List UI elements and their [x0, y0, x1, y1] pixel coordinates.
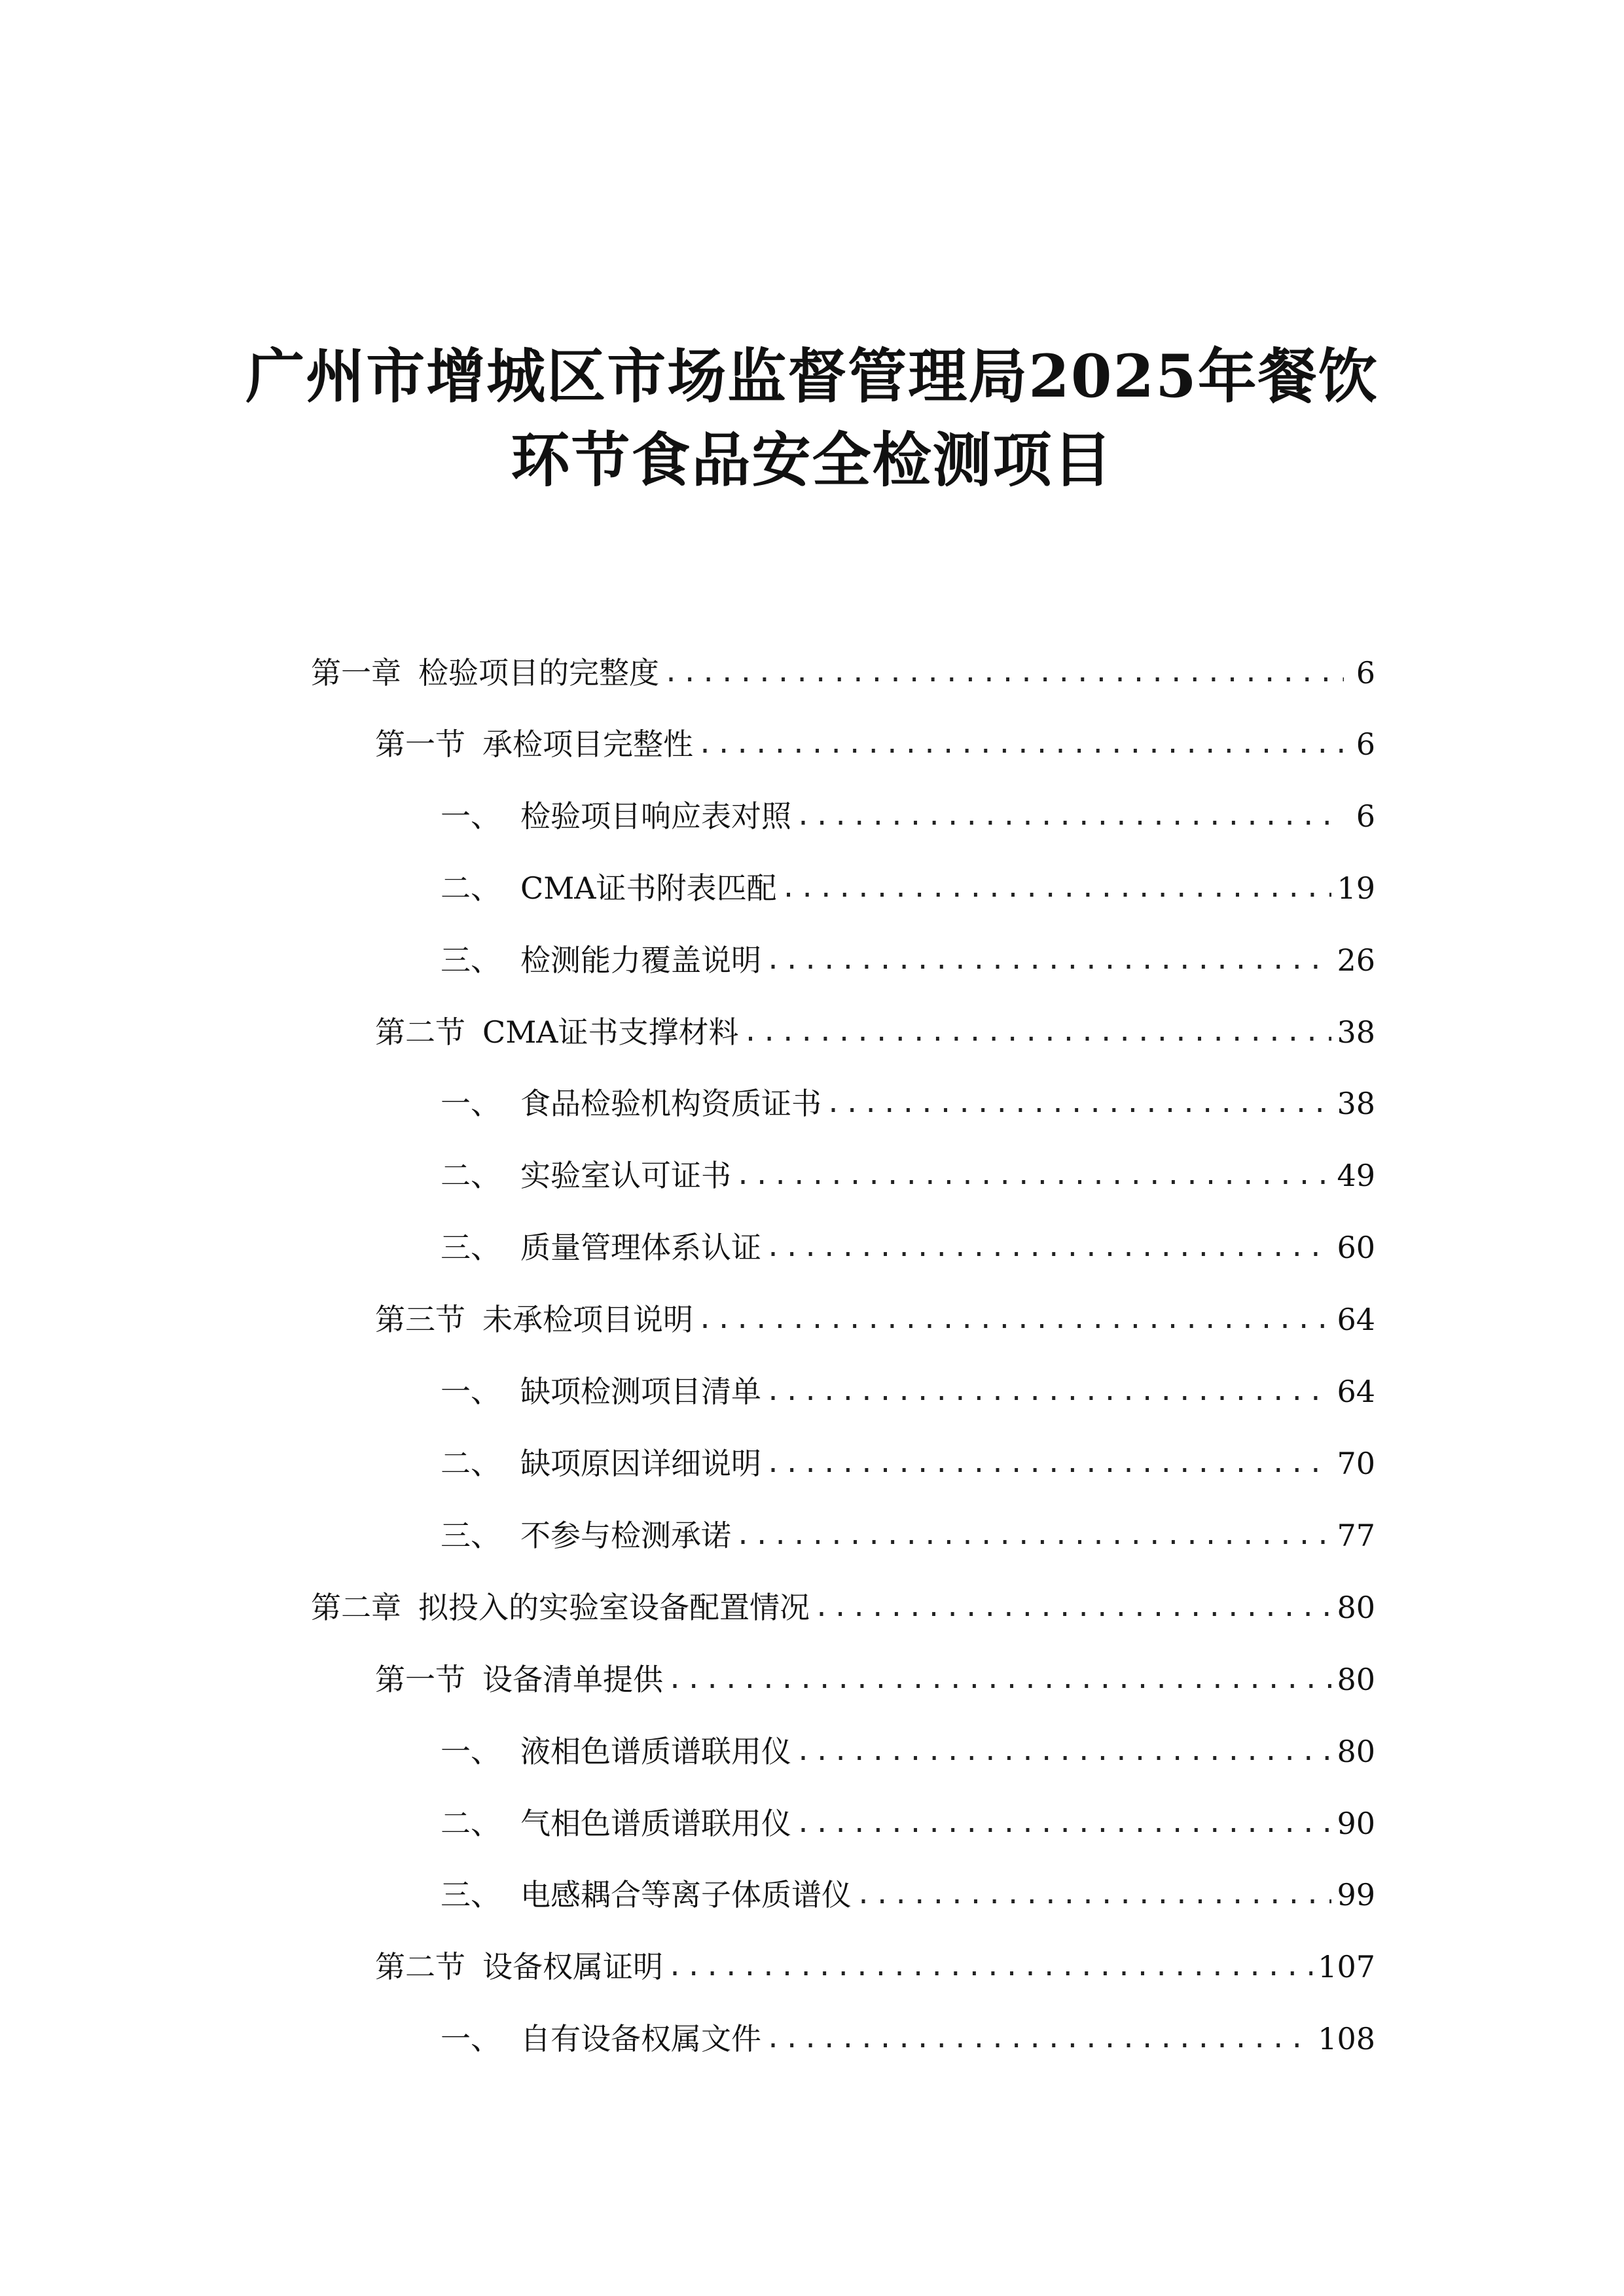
toc-entry-title: 缺项检测项目清单: [520, 1374, 761, 1409]
toc-entry-title: 拟投入的实验室设备配置情况: [418, 1590, 810, 1625]
toc-entry-title: CMA证书附表匹配: [520, 870, 777, 906]
toc-entry-title: 电感耦合等离子体质谱仪: [520, 1877, 852, 1912]
toc-entry-title: 检验项目响应表对照: [520, 798, 791, 834]
toc-entry-page-number: 80: [1337, 1734, 1375, 1769]
toc-entry-number: 一、: [441, 798, 501, 834]
toc-dot-leader: [856, 1872, 1331, 1918]
toc-entry-chapter[interactable]: [311, 650, 1375, 696]
toc-entry-section[interactable]: [375, 1944, 1375, 1990]
toc-entry-chapter[interactable]: [311, 1585, 1375, 1630]
toc-dot-leader: [735, 1513, 1331, 1558]
toc-dot-leader: [765, 1225, 1331, 1270]
toc-entry-number: 第二章: [311, 1590, 401, 1625]
toc-entry-page-number: 70: [1337, 1446, 1375, 1481]
toc-entry-page-number: 64: [1337, 1374, 1375, 1409]
toc-entry-title: 液相色谱质谱联用仪: [520, 1734, 791, 1769]
toc-entry-subsection[interactable]: [441, 1081, 1375, 1126]
toc-dot-leader: [743, 1009, 1332, 1055]
toc-entry-number: 一、: [441, 1374, 501, 1409]
toc-entry-title: 设备清单提供: [482, 1662, 663, 1697]
toc-entry-number: 第一节: [375, 1662, 465, 1697]
toc-entry-number: 二、: [441, 1806, 501, 1841]
toc-entry-page-number: 107: [1318, 1949, 1375, 1984]
toc-entry-page-number: 26: [1337, 942, 1375, 978]
toc-entry-page-number: 64: [1337, 1302, 1375, 1337]
toc-entry-number: 一、: [441, 2021, 501, 2056]
toc-dot-leader: [825, 1081, 1331, 1126]
toc-entry-subsection[interactable]: [441, 1441, 1375, 1486]
toc-entry-page-number: 49: [1337, 1158, 1375, 1193]
toc-entry-number: 三、: [441, 1877, 501, 1912]
toc-dot-leader: [667, 1944, 1312, 1990]
toc-entry-page-number: 90: [1337, 1806, 1375, 1841]
toc-entry-subsection[interactable]: [441, 937, 1375, 983]
toc-dot-leader: [765, 1369, 1331, 1414]
toc-entry-subsection[interactable]: [441, 1513, 1375, 1558]
toc-entry-number: 三、: [441, 1518, 501, 1553]
toc-entry-title: 质量管理体系认证: [520, 1230, 761, 1265]
toc-entry-section[interactable]: [375, 1009, 1375, 1055]
toc-entry-number: 二、: [441, 870, 501, 906]
toc-entry-title: 食品检验机构资质证书: [520, 1086, 821, 1121]
toc-dot-leader: [663, 650, 1344, 696]
toc-entry-subsection[interactable]: [441, 1153, 1375, 1198]
toc-entry-number: 二、: [441, 1158, 501, 1193]
toc-entry-number: 第二节: [375, 1014, 465, 1050]
toc-entry-number: 一、: [441, 1734, 501, 1769]
toc-entry-page-number: 38: [1337, 1014, 1375, 1050]
toc-entry-subsection[interactable]: [441, 1729, 1375, 1774]
toc-entry-page-number: 108: [1318, 2021, 1375, 2056]
toc-entry-page-number: 19: [1337, 870, 1375, 906]
toc-entry-subsection[interactable]: [441, 2016, 1375, 2062]
document-title-line-1: 广州市增城区市场监督管理局2025年餐饮: [245, 342, 1379, 411]
toc-entry-subsection[interactable]: [441, 1369, 1375, 1414]
toc-entry-number: 三、: [441, 1230, 501, 1265]
toc-entry-page-number: 77: [1337, 1518, 1375, 1553]
toc-dot-leader: [814, 1585, 1331, 1630]
toc-entry-subsection[interactable]: [441, 793, 1375, 839]
toc-entry-subsection[interactable]: [441, 1801, 1375, 1846]
toc-dot-leader: [667, 1657, 1331, 1702]
toc-entry-page-number: 80: [1337, 1590, 1375, 1625]
toc-entry-title: 检测能力覆盖说明: [520, 942, 761, 978]
toc-dot-leader: [781, 865, 1332, 911]
toc-entry-page-number: 80: [1337, 1662, 1375, 1697]
toc-dot-leader: [765, 2016, 1312, 2062]
toc-entry-subsection[interactable]: [441, 1872, 1375, 1918]
toc-entry-page-number: 99: [1337, 1877, 1375, 1912]
toc-entry-section[interactable]: [375, 1657, 1375, 1702]
toc-entry-title: 实验室认可证书: [520, 1158, 731, 1193]
toc-entry-page-number: 6: [1356, 655, 1375, 691]
toc-entry-title: 自有设备权属文件: [520, 2021, 761, 2056]
toc-entry-number: 第三节: [375, 1302, 465, 1337]
toc-entry-subsection[interactable]: [441, 865, 1375, 911]
toc-entry-title: 缺项原因详细说明: [520, 1446, 761, 1481]
toc-entry-section[interactable]: [375, 721, 1375, 767]
toc-entry-number: 二、: [441, 1446, 501, 1481]
toc-entry-number: 一、: [441, 1086, 501, 1121]
toc-dot-leader: [765, 937, 1331, 983]
toc-entry-title: CMA证书支撑材料: [482, 1014, 739, 1050]
toc-entry-page-number: 6: [1356, 798, 1375, 834]
document-title-line-2: 环节食品安全检测项目: [511, 425, 1113, 495]
toc-entry-title: 承检项目完整性: [482, 726, 693, 762]
toc-entry-title: 未承检项目说明: [482, 1302, 693, 1337]
toc-entry-title: 设备权属证明: [482, 1949, 663, 1984]
toc-dot-leader: [795, 1801, 1331, 1846]
toc-entry-title: 不参与检测承诺: [520, 1518, 731, 1553]
toc-entry-number: 三、: [441, 942, 501, 978]
toc-dot-leader: [795, 793, 1344, 839]
toc-dot-leader: [697, 1297, 1331, 1342]
toc-entry-title: 检验项目的完整度: [418, 655, 659, 691]
toc-entry-number: 第二节: [375, 1949, 465, 1984]
toc-dot-leader: [735, 1153, 1331, 1198]
toc-entry-section[interactable]: [375, 1297, 1375, 1342]
toc-entry-page-number: 6: [1356, 726, 1375, 762]
toc-entry-page-number: 60: [1337, 1230, 1375, 1265]
toc-dot-leader: [697, 721, 1344, 767]
toc-entry-subsection[interactable]: [441, 1225, 1375, 1270]
toc-dot-leader: [765, 1441, 1331, 1486]
toc-entry-page-number: 38: [1337, 1086, 1375, 1121]
toc-entry-number: 第一节: [375, 726, 465, 762]
toc-entry-number: 第一章: [311, 655, 401, 691]
toc-entry-title: 气相色谱质谱联用仪: [520, 1806, 791, 1841]
toc-dot-leader: [795, 1729, 1331, 1774]
